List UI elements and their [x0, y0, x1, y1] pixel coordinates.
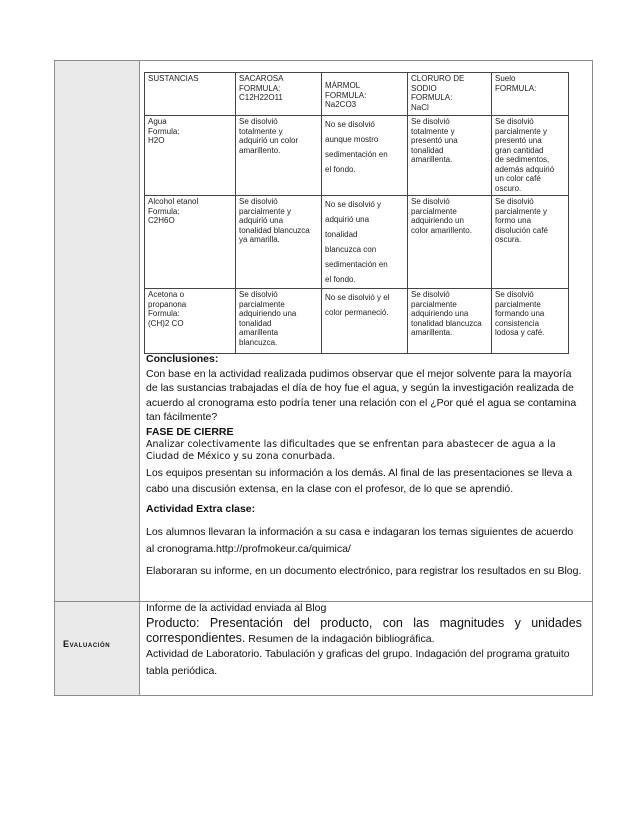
cell-text: Se disolvió parcialmente adquiriendo una tonalidad blancuzca amarillenta.: [411, 290, 482, 337]
product-word: magnitudes: [439, 615, 505, 630]
header-text: CLORURO DE SODIO FORMULA: NaCl: [411, 74, 465, 112]
cell-text: Se disolvió totalmente y presentó una tonalidad amarillenta.: [411, 117, 458, 164]
product-word: Producto:: [146, 615, 200, 630]
product-tail: Resumen de la indagación bibliográfica.: [245, 632, 435, 645]
table-cell: [322, 289, 408, 354]
conclusions-title: Conclusiones:: [146, 353, 219, 365]
cell-text: Se disolvió parcialmente y formo una disolución café oscura.: [495, 197, 548, 244]
table-cell: [322, 196, 408, 289]
product-word: Presentación: [209, 615, 283, 630]
closing-phase-paragraph: Analizar colectivamente las dificultades que se enfrentan para abastecer de agua a la Ciudad de México y su zona conurbada.: [146, 439, 556, 462]
product-line-continuation: [146, 631, 582, 647]
cell-text: Se disolvió parcialmente adquiriendo una tonalidad amarillenta blancuzca.: [239, 290, 297, 347]
header-cell: [492, 73, 569, 116]
table-cell: [492, 289, 569, 354]
table-cell: [408, 289, 492, 354]
header-cell: [408, 73, 492, 116]
evaluation-content: [146, 601, 582, 680]
extra-activity-title: Actividad Extra clase:: [146, 503, 256, 515]
table-cell: [408, 196, 492, 289]
header-text: Suelo FORMULA:: [495, 74, 537, 93]
evaluation-line: Informe de la actividad enviada al Blog: [146, 602, 327, 614]
table-cell: [236, 196, 322, 289]
cell-text: Alcohol etanol Formula: C2H6O: [148, 197, 199, 225]
table-row: [145, 289, 569, 354]
product-word: con: [382, 615, 403, 630]
conclusions-section: [146, 352, 582, 497]
cell-text: Se disolvió parcialmente formando una consistencia lodosa y café.: [495, 290, 545, 337]
section-label-column: [55, 61, 140, 695]
header-text: SACAROSA FORMULA: C12H22O11: [239, 74, 284, 102]
table-cell: [145, 196, 236, 289]
header-cell: [322, 73, 408, 116]
table-cell: [408, 116, 492, 196]
header-text: SUSTANCIAS: [148, 74, 199, 83]
table-cell: [236, 116, 322, 196]
extra-activity-paragraph: Los alumnos llevaran la información a su casa e indagaran los temas siguientes de acuerdo al cronograma.http://profmokeur.ca/quimica/: [146, 525, 574, 555]
cell-text: No se disolvió y adquirió una tonalidad blancuzca con sedimentación en el fondo.: [325, 200, 388, 284]
table-row: [145, 196, 569, 289]
cell-text: No se disolvió aunque mostro sedimentación en el fondo.: [325, 120, 388, 174]
product-word: las: [413, 615, 430, 630]
cell-text: Se disolvió parcialmente y adquirió una tonalidad blancuzca ya amarilla.: [239, 197, 310, 244]
table-cell: [145, 289, 236, 354]
evaluation-line: Actividad de Laboratorio. Tabulación y graficas del grupo. Indagación del programa gratuito tabla periódica.: [146, 648, 570, 677]
table-cell: [492, 116, 569, 196]
product-word: del: [293, 615, 310, 630]
cell-text: No se disolvió y el color permaneció.: [325, 293, 390, 317]
product-line: [146, 616, 582, 631]
closing-phase-title: FASE DE CIERRE: [146, 425, 234, 438]
closing-phase-paragraph: Los equipos presentan su información a los demás. Al final de las presentaciones se lleva a cabo una discusión extensa, en la clase con el profesor, de lo que se aprendió.: [146, 467, 573, 495]
cell-text: Acetona o propanona Formula: (CH)2 CO: [148, 290, 187, 328]
table-header-row: [145, 73, 569, 116]
table-row: [145, 116, 569, 196]
cell-text: Se disolvió totalmente y adquirió un color amarillento.: [239, 117, 299, 155]
table-cell: [236, 289, 322, 354]
conclusions-body: Con base en la actividad realizada pudimos observar que el mejor solvente para la mayoría de las sustancias trabajadas el día de hoy fue el agua, y según la investigación realizada de acuerdo al cronograma esto podría tener una relación con el ¿Por qué el agua se contamina tan fácilmente?: [146, 367, 577, 423]
product-word: unidades: [531, 615, 582, 630]
cell-text: Se disolvió parcialmente adquiriendo un color amarillento.: [411, 197, 472, 235]
table-cell: [322, 116, 408, 196]
table-cell: [145, 116, 236, 196]
evaluation-label: Evaluación: [63, 639, 111, 649]
table-cell: [492, 196, 569, 289]
header-cell: [236, 73, 322, 116]
product-word: y: [514, 615, 521, 630]
cell-text: Se disolvió parcialmente y presentó una gran cantidad de sedimentos, además adquirió un color café oscuro.: [495, 117, 555, 193]
cell-text: Agua Formula: H2O: [148, 117, 180, 145]
product-end: correspondientes.: [146, 630, 246, 645]
product-word: producto,: [320, 615, 373, 630]
extra-activity-section: [146, 502, 582, 580]
results-table: [144, 72, 569, 354]
header-text: MÁRMOL FORMULA: Na2CO3: [325, 81, 367, 109]
header-cell: [145, 73, 236, 116]
extra-activity-paragraph: Elaboraran su informe, en un documento electrónico, para registrar los resultados en su Blog.: [146, 564, 582, 577]
